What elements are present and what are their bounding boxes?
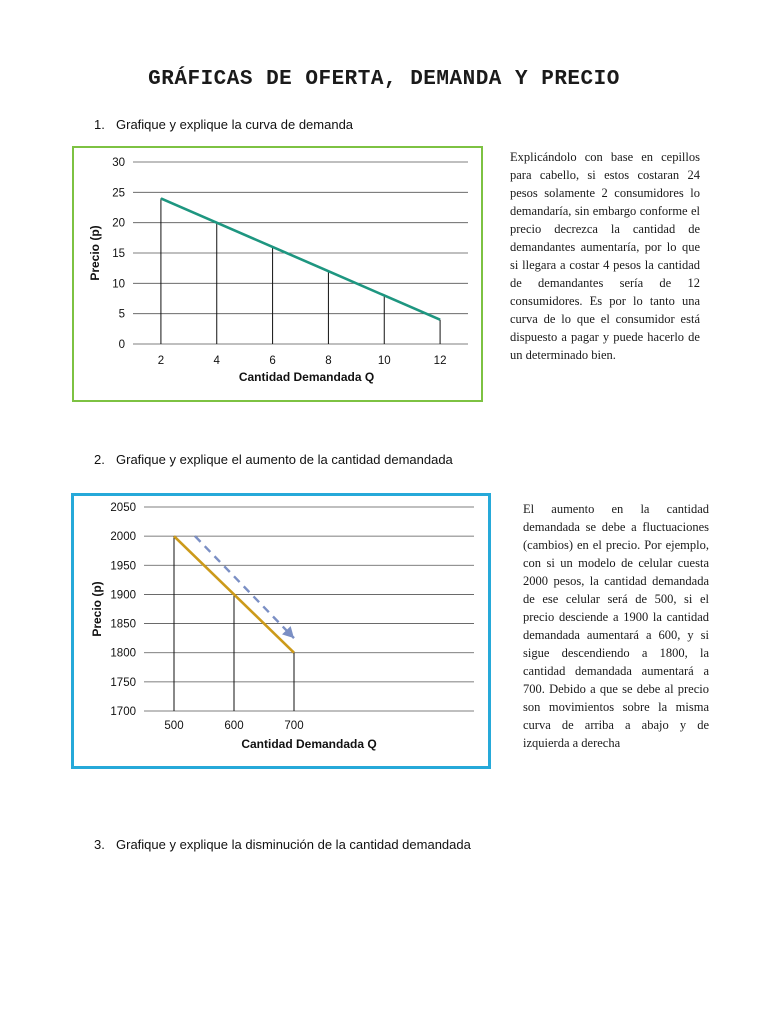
y-tick-label: 25 bbox=[112, 187, 125, 200]
x-tick-label: 2 bbox=[157, 355, 165, 367]
x-axis-title: Cantidad Demandada Q bbox=[241, 737, 377, 751]
quantity-increase-chart bbox=[71, 493, 491, 769]
y-tick-label: 2000 bbox=[110, 531, 136, 544]
x-tick-label: 10 bbox=[377, 355, 391, 367]
direction-arrow bbox=[195, 536, 294, 638]
y-tick-label: 5 bbox=[118, 308, 125, 321]
y-tick-label: 15 bbox=[112, 248, 125, 260]
x-tick-label: 4 bbox=[213, 355, 220, 367]
document-title: GRÁFICAS DE OFERTA, DEMANDA Y PRECIO bbox=[148, 68, 620, 91]
y-tick-label: 1750 bbox=[110, 676, 136, 689]
y-tick-label: 1900 bbox=[110, 589, 136, 602]
question-2-heading bbox=[94, 452, 453, 467]
x-tick-label: 600 bbox=[224, 720, 244, 732]
x-tick-label: 8 bbox=[325, 355, 332, 367]
y-axis-title: Precio (p) bbox=[90, 581, 104, 637]
y-tick-label: 10 bbox=[112, 278, 125, 291]
x-axis-title: Cantidad Demandada Q bbox=[238, 370, 375, 384]
question-number: 1. bbox=[94, 117, 105, 132]
x-tick-label: 500 bbox=[164, 720, 184, 732]
y-tick-label: 1950 bbox=[110, 560, 136, 573]
y-tick-label: 1850 bbox=[110, 618, 136, 631]
quantity-increase-plot bbox=[74, 496, 488, 766]
y-tick-label: 20 bbox=[112, 217, 125, 230]
explanation-2: El aumento en la cantidad demandada se debe a fluctuaciones (cambios) en el precio. Por ejemplo, con si un modelo de celular cuesta 2000 pesos, la cantidad demandada de ese celular será de 500, si el precio desciende a 1900 la cantidad demandada aumentará a 600, y si sigue descendiendo a 1800, la cantidad demandada aumentará a 700. Debido a que se debe al precio son movimientos sobre la misma curva de arriba a abajo y de izquierda a derecha bbox=[523, 502, 709, 750]
question-text: Grafique y explique la curva de demanda bbox=[116, 117, 354, 132]
explanation-1: Explicándolo con base en cepillos para cabello, si estos costaran 24 pesos solamente 2 consumidores lo demandaría, sin embargo conforme el precio decrezca la cantidad de demandantes aumentaría, por lo que si llegara a costar 4 pesos la cantidad de demandantes sería de 12 consumidores. Es por lo tanto una curva de lo que el consumidor está dispuesto a pagar y puede hacerlo de un determinado bien. bbox=[510, 150, 700, 362]
y-tick-label: 1700 bbox=[110, 706, 136, 718]
question-text: Grafique y explique el aumento de la cantidad demandada bbox=[116, 452, 453, 467]
question-1-heading bbox=[94, 117, 353, 132]
y-tick-label: 1800 bbox=[110, 647, 136, 660]
question-number: 2. bbox=[94, 452, 105, 467]
y-tick-label: 30 bbox=[112, 157, 125, 169]
x-tick-label: 700 bbox=[284, 720, 304, 732]
y-tick-label: 0 bbox=[118, 339, 125, 351]
y-axis-title: Precio (p) bbox=[88, 225, 102, 281]
question-3-heading bbox=[94, 837, 471, 852]
demand-curve-plot bbox=[74, 148, 481, 400]
x-tick-label: 6 bbox=[269, 355, 276, 367]
demand-curve-chart bbox=[72, 146, 483, 402]
question-number: 3. bbox=[94, 837, 105, 852]
x-tick-label: 12 bbox=[433, 355, 447, 367]
y-tick-label: 2050 bbox=[110, 502, 136, 514]
question-text: Grafique y explique la disminución de la cantidad demandada bbox=[116, 837, 471, 852]
demand-line bbox=[161, 198, 440, 319]
